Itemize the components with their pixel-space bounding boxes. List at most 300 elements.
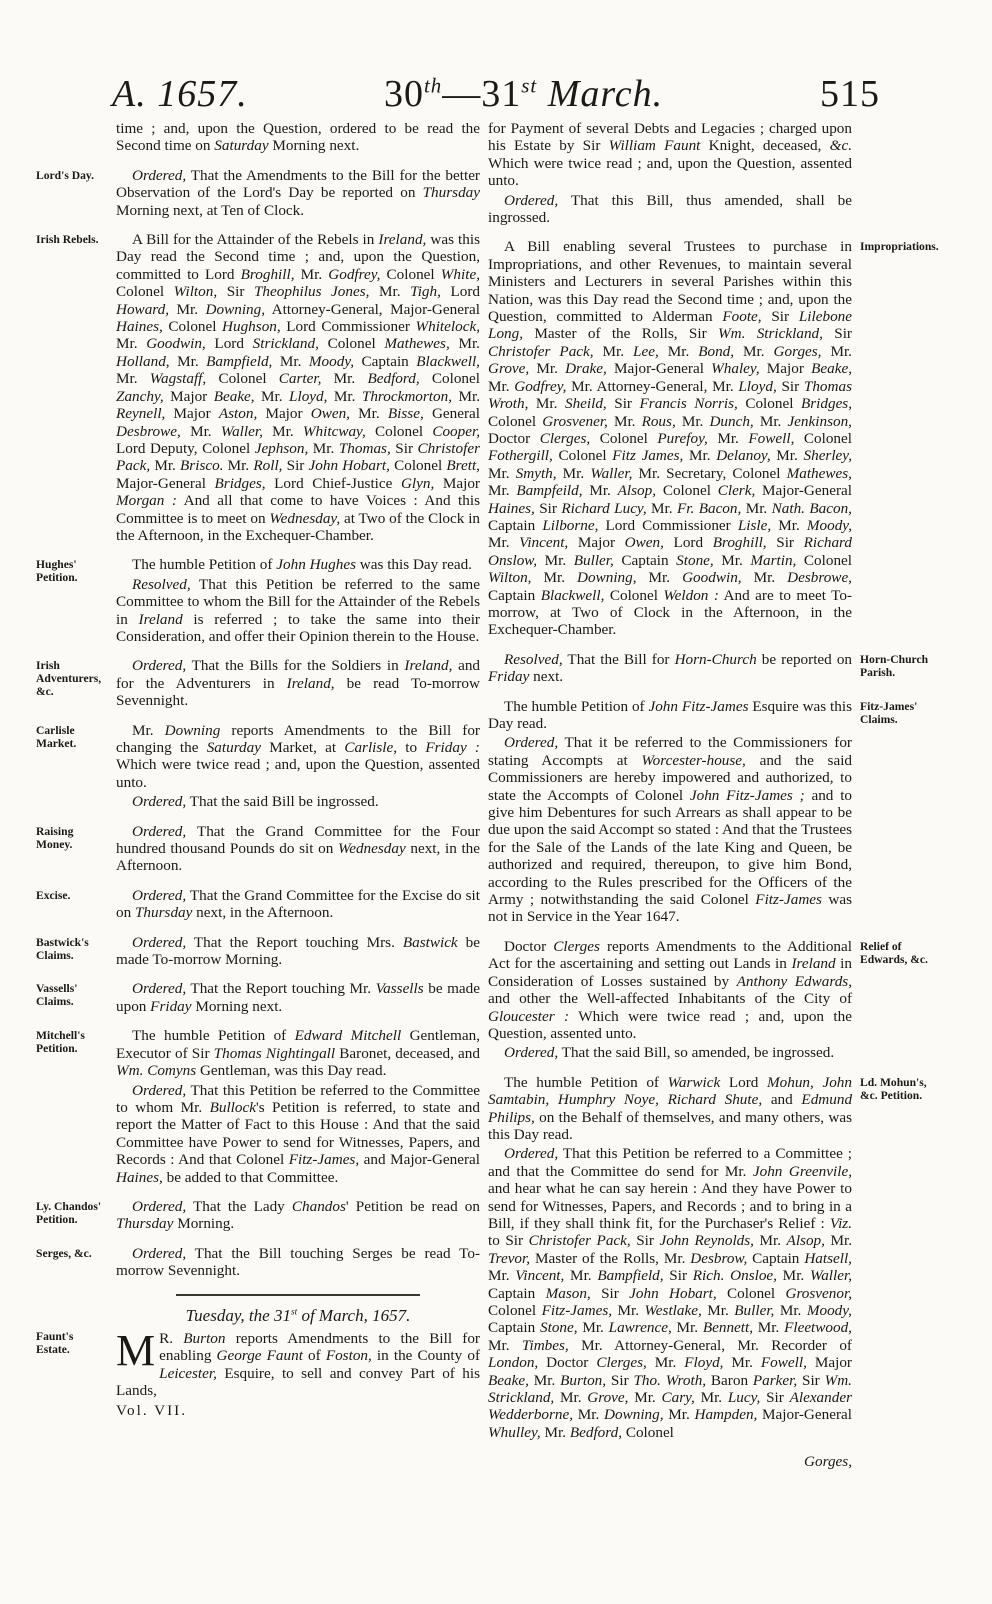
text-run: Colonel xyxy=(796,551,853,569)
text-run: next. xyxy=(529,668,564,686)
italic-run: Leicester, xyxy=(159,1364,217,1382)
text-run: Captain xyxy=(613,551,677,569)
entry-faunt xyxy=(36,1325,481,1419)
italic-run: Whaley, xyxy=(711,360,760,378)
text-run: Mr. xyxy=(169,300,206,318)
entry-paragraph xyxy=(116,1325,481,1400)
catchword: Gorges, xyxy=(804,1453,852,1471)
italic-run: Buller, xyxy=(573,551,614,569)
text-run: be read To-morrow Sevennight. xyxy=(116,674,480,710)
text-run: Lord Commissioner xyxy=(598,516,738,534)
italic-run: Thomas Wroth, xyxy=(488,377,852,413)
italic-run: John Reynolds, xyxy=(659,1232,754,1250)
text-run: Mr. xyxy=(734,342,774,360)
italic-run: Nath. Bacon, xyxy=(771,499,852,517)
text-run: be made upon xyxy=(116,980,480,1015)
italic-run: Goodwin, xyxy=(682,569,742,587)
text-run: Mr. xyxy=(753,1232,787,1250)
text-run: Mr. xyxy=(774,1302,807,1319)
italic-run: Ordered, xyxy=(132,793,187,811)
text-run: Mr. Attorney-General, Mr. Recorder of xyxy=(568,1336,852,1354)
text-run: Captain xyxy=(747,1249,805,1267)
text-run: Mr. xyxy=(528,1371,561,1389)
italic-run: Ordered, xyxy=(504,1044,559,1062)
text-run: Mr. xyxy=(528,395,565,413)
italic-run: Wm. Strickland, xyxy=(488,1371,852,1407)
text-run: A Bill enabling several Trustees to purchase in Impropriations, and other Revenues, to maintain several Ministers and Lecturers in several Parishes within this Nation, was this Day read the Second time ; and, upon the Question, committed to Alderman xyxy=(488,238,852,326)
italic-run: John Hobart, xyxy=(308,457,390,475)
italic-run: John Hughes xyxy=(276,556,356,574)
text-run: Sir xyxy=(760,1389,790,1407)
date-sup-a: th xyxy=(424,73,443,98)
italic-run: Hatsell, xyxy=(804,1249,852,1267)
margin-note: Hughes' Petition. xyxy=(36,558,78,585)
text-run: Captain xyxy=(488,1284,546,1302)
text-run: Mr. xyxy=(254,387,290,405)
text-run: Mr. xyxy=(628,1389,662,1407)
entry-paragraph xyxy=(116,823,480,875)
entry-paragraph xyxy=(116,980,480,1015)
text-run: And all that come to have Voices : And this Committee is to meet on xyxy=(116,492,480,527)
entry-paragraph xyxy=(488,238,852,638)
italic-run: Richard Lucy, xyxy=(561,499,647,517)
italic-run: Bisse, xyxy=(387,405,424,423)
italic-run: Ordered, xyxy=(132,657,187,675)
text-run: and the said Commissioners are hereby impowered and authorized, to state the Accompts of Colonel xyxy=(488,751,853,804)
entry-paragraph xyxy=(488,734,852,925)
page-number: 515 xyxy=(820,73,880,115)
journal-entry xyxy=(488,697,918,926)
text-run: and xyxy=(762,1091,802,1109)
text-run: Mr. xyxy=(540,1423,570,1441)
text-run: Major-General xyxy=(755,482,852,500)
italic-run: Smyth, xyxy=(515,464,557,482)
text-run: Mr. xyxy=(327,387,362,405)
italic-run: Blackwell, xyxy=(416,352,480,370)
text-run: That the Bill touching Serges be read To-morrow Sevennight. xyxy=(116,1244,480,1280)
journal-entry xyxy=(116,120,480,155)
text-run: Mr. xyxy=(369,283,411,301)
italic-run: Ordered, xyxy=(132,980,187,998)
italic-run: Francis Norris, xyxy=(639,395,738,413)
text-run: Esquire, to sell and convey Part of his Lands, xyxy=(116,1364,480,1400)
entry-paragraph xyxy=(116,120,480,155)
text-run: That this Petition be referred to the Committee to whom Mr. xyxy=(116,1081,480,1116)
italic-run: Desbrow, xyxy=(690,1249,748,1267)
italic-run: Thomas Nightingall xyxy=(213,1044,336,1062)
journal-entry xyxy=(488,937,928,1062)
text-run: That the Lady xyxy=(186,1197,292,1215)
italic-run: Clerk, xyxy=(717,482,756,500)
italic-run: Purefoy, xyxy=(657,429,708,447)
italic-run: Bampfeild, xyxy=(516,482,583,500)
text-run: A Bill for the Attainder of the Rebels in xyxy=(132,231,379,249)
text-run: Which were twice read ; and, upon the Question, assented unto. xyxy=(488,154,852,190)
entry-paragraph xyxy=(488,120,852,190)
italic-run: Ordered, xyxy=(132,1081,187,1099)
italic-run: Saturday xyxy=(206,739,261,756)
journal-entry xyxy=(36,721,480,811)
italic-run: Gloucester : xyxy=(488,1007,570,1025)
journal-entry xyxy=(36,886,480,922)
text-run: Mr. xyxy=(658,342,699,360)
text-run: Lord Chief-Justice xyxy=(265,474,401,492)
text-run: R. xyxy=(159,1329,184,1347)
italic-run: Bullock xyxy=(209,1098,256,1116)
italic-run: Buller, xyxy=(734,1302,775,1319)
margin-note: Horn-Church Parish. xyxy=(860,652,929,679)
italic-run: Lilebone Long, xyxy=(488,308,852,343)
margin-note: Serges, &c. xyxy=(36,1246,92,1260)
day-heading-b: of March, 1657. xyxy=(297,1305,411,1325)
italic-run: Ireland xyxy=(791,955,836,973)
italic-run: Wm. Comyns xyxy=(116,1062,197,1080)
italic-run: Vincent, xyxy=(519,534,569,552)
text-run: Mr. xyxy=(770,447,804,465)
italic-run: Ordered, xyxy=(132,822,187,840)
text-run: Sir xyxy=(663,1267,693,1285)
italic-run: Bridges, xyxy=(214,474,266,492)
italic-run: Jephson, xyxy=(254,439,309,457)
text-run: Mr. xyxy=(663,1406,695,1424)
italic-run: Broghill, xyxy=(240,265,295,283)
text-run: ' Petition be read on xyxy=(345,1197,480,1215)
journal-entry xyxy=(36,822,480,875)
text-run: Sir xyxy=(766,534,804,552)
text-run: Mr. xyxy=(488,1267,516,1285)
italic-run: Waller, xyxy=(809,1267,853,1285)
italic-run: Foote, xyxy=(722,308,762,326)
italic-run: &c. xyxy=(829,137,853,155)
italic-run: Cooper, xyxy=(432,422,480,440)
text-run: That this Bill, thus amended, shall be ingrossed. xyxy=(488,191,852,227)
italic-run: Friday xyxy=(488,668,530,686)
date-day-b: —31 xyxy=(442,73,522,115)
text-run: Mr. xyxy=(683,447,717,465)
italic-run: Reynell, xyxy=(116,405,166,423)
text-run: was this Day read. xyxy=(356,556,472,574)
italic-run: Brisco. xyxy=(180,457,224,475)
italic-run: Howard, xyxy=(116,300,170,318)
italic-run: Edmund Philips, xyxy=(488,1091,853,1126)
italic-run: Blackwell, xyxy=(540,586,605,604)
italic-run: Mason, xyxy=(545,1284,591,1302)
italic-run: Hampden, xyxy=(694,1406,758,1424)
text-run: That this Petition be referred to a Committee ; and that the Committee do send for Mr. xyxy=(488,1145,852,1180)
italic-run: Desbrowe, xyxy=(787,569,852,587)
left-column xyxy=(36,120,481,1431)
text-run: Lord xyxy=(663,534,713,552)
text-run: Market, at xyxy=(260,739,345,756)
text-run: Colonel xyxy=(389,457,447,475)
text-run: Mr. xyxy=(452,387,480,405)
text-run: Mr. xyxy=(488,1336,522,1354)
italic-run: Floyd, xyxy=(684,1354,724,1372)
journal-entry xyxy=(488,1073,927,1442)
entry-paragraph xyxy=(116,576,480,646)
text-run: Mr. xyxy=(646,499,677,517)
text-run: Sir xyxy=(761,308,799,326)
text-run: Mr. xyxy=(776,1267,810,1285)
text-run: Sir xyxy=(217,283,254,301)
text-run: Esquire was this Day read. xyxy=(488,697,852,732)
italic-run: John Greenvile, xyxy=(752,1162,852,1180)
text-run: Colonel xyxy=(716,1284,786,1302)
italic-run: Bond, xyxy=(698,342,735,360)
italic-run: Vassells xyxy=(375,980,424,998)
text-run: Mr. xyxy=(529,360,566,378)
text-run: That the Report touching Mrs. xyxy=(186,933,403,951)
day-heading xyxy=(116,1307,480,1324)
journal-entry xyxy=(36,980,480,1015)
italic-run: Moody, xyxy=(308,352,355,370)
text-run: Mr. xyxy=(741,569,788,587)
margin-note: Faunt's Estate. xyxy=(36,1329,74,1356)
journal-entry xyxy=(36,231,481,544)
text-run: Colonel xyxy=(419,370,480,388)
entry-paragraph xyxy=(116,1198,480,1233)
entry-paragraph xyxy=(488,1145,852,1441)
margin-note: Relief of Edwards, &c. xyxy=(860,939,928,966)
italic-run: Humphry Noye, xyxy=(557,1091,659,1109)
italic-run: Fr. Bacon, xyxy=(676,499,742,517)
italic-run: Downing, xyxy=(205,300,266,318)
italic-run: Wm. Strickland, xyxy=(717,325,823,343)
italic-run: Theophilus Jones, xyxy=(253,283,370,301)
text-run: Mr. xyxy=(723,1354,761,1372)
italic-run: Lilborne, xyxy=(542,516,599,534)
italic-run: Dunch, xyxy=(709,412,754,430)
text-run: The humble Petition of xyxy=(132,556,277,574)
italic-run: John Hobart, xyxy=(629,1284,717,1302)
italic-run: Drake, xyxy=(565,360,607,378)
text-run: Mr. xyxy=(449,335,480,353)
italic-run: Desbrowe, xyxy=(116,422,181,440)
italic-run: Mathewes, xyxy=(384,335,450,353)
text-run: Which were twice read ; and, upon the Question, assented unto. xyxy=(116,756,480,791)
italic-run: Ordered, xyxy=(504,191,559,209)
italic-run: John Fitz-James xyxy=(648,697,749,715)
text-run: Mr. xyxy=(488,482,517,500)
italic-run: Christofer Pack, xyxy=(116,439,480,475)
italic-run: Clerges, xyxy=(596,1354,647,1372)
journal-entry xyxy=(36,1027,481,1186)
italic-run: Christofer Pack, xyxy=(488,342,594,360)
italic-run: Thursday xyxy=(116,1215,174,1233)
text-run: That the Report touching Mr. xyxy=(186,980,376,998)
text-run: Mr. xyxy=(169,352,207,370)
text-run: Mr. xyxy=(707,429,749,447)
text-run: That the said Bill be ingrossed. xyxy=(186,793,379,811)
text-run: The humble Petition of xyxy=(504,697,649,715)
text-run: Colonel xyxy=(365,422,433,440)
text-run: be added to that Committee. xyxy=(162,1168,339,1186)
entry-paragraph xyxy=(116,793,480,810)
text-run: Major xyxy=(434,474,480,492)
text-run: Colonel xyxy=(552,447,613,465)
italic-run: John Samtabin, xyxy=(488,1073,852,1109)
italic-run: Whitelock, xyxy=(415,318,480,336)
text-run: That this Petition be referred to the same Committee to whom the Bill for the Attainder of the Rebels in xyxy=(116,575,480,628)
text-run: Colonel xyxy=(488,412,543,430)
text-run: Lord xyxy=(720,1073,767,1091)
margin-note: Impropriations. xyxy=(860,240,939,254)
italic-run: Holland, xyxy=(116,352,170,370)
italic-run: Moody, xyxy=(806,1302,852,1319)
italic-run: Ireland, xyxy=(378,231,427,249)
text-run: Morning next, at Ten of Clock. xyxy=(116,201,305,219)
text-run: Colonel xyxy=(622,1423,674,1441)
entry-paragraph xyxy=(116,556,480,573)
text-run: Captain xyxy=(354,352,417,370)
text-run: That the Bills for the Soldiers in xyxy=(186,657,405,675)
journal-entry xyxy=(36,1244,480,1280)
text-run: Mr. xyxy=(701,1302,735,1319)
text-run: and for the Adventurers in xyxy=(116,657,481,692)
margin-note: Fitz-James' Claims. xyxy=(860,699,918,726)
text-run: be made To-morrow Morning. xyxy=(116,933,480,969)
text-run: Mr. xyxy=(556,464,591,482)
text-run: Colonel xyxy=(318,335,385,353)
italic-run: Bedford, xyxy=(569,1423,623,1441)
italic-run: Rous, xyxy=(641,412,676,430)
italic-run: Resolved, xyxy=(132,575,191,593)
text-run: is referred ; to take the same into their Consideration, and offer their Opinion therein to the House. xyxy=(116,610,480,645)
italic-run: Burton xyxy=(183,1329,226,1347)
italic-run: Thomas, xyxy=(338,439,391,457)
text-run: Mr. xyxy=(824,1232,852,1250)
text-run: Mr. xyxy=(741,499,772,517)
text-run: Master of the Rolls, Sir xyxy=(523,325,718,343)
text-run xyxy=(549,1091,558,1108)
journal-entry xyxy=(36,657,481,710)
text-run: Mr. xyxy=(821,342,852,360)
italic-run: Haines, xyxy=(116,1168,163,1186)
text-run: That the Amendments to the Bill for the better Observation of the Lord's Day be reported on xyxy=(116,166,480,202)
text-run: Colonel xyxy=(794,429,852,447)
italic-run: Ordered, xyxy=(132,886,187,904)
text-run: Mr. xyxy=(646,1354,685,1372)
italic-run: Gorges, xyxy=(773,342,822,360)
text-run: And are to meet To-morrow, at Two of Clock in the Afternoon, in the Exchequer-Chamber. xyxy=(488,586,852,639)
italic-run: Sheild, xyxy=(564,395,607,413)
text-run: Mr. xyxy=(180,422,221,440)
text-run: Mr. xyxy=(488,377,515,395)
italic-run: Strickland, xyxy=(252,335,319,353)
italic-run: Richard Onslow, xyxy=(488,534,852,569)
italic-run: Lawrence, xyxy=(608,1319,672,1337)
italic-run: Wednesday, xyxy=(269,509,341,527)
text-run: That the Bill for xyxy=(562,650,675,668)
text-run: Colonel xyxy=(380,265,441,283)
italic-run: Mathewes, xyxy=(786,464,852,482)
italic-run: Friday : xyxy=(425,739,480,756)
italic-run: Mohun, xyxy=(767,1073,814,1091)
text-run: and Major-General xyxy=(359,1151,481,1169)
text-run: Colonel xyxy=(162,318,223,336)
italic-run: Goodwin, xyxy=(146,335,206,353)
italic-run: Bampfield, xyxy=(597,1267,664,1285)
journal-entry xyxy=(488,650,929,686)
text-run: Baronet, deceased, and xyxy=(335,1044,480,1062)
text-run: Mr. xyxy=(573,1406,605,1424)
italic-run: Martin, xyxy=(750,551,797,569)
italic-run: Timbes, xyxy=(521,1336,569,1354)
text-run: time ; and, upon the Question, ordered to be read the Second time on xyxy=(116,120,480,155)
text-run: Lord Commissioner xyxy=(280,318,416,336)
text-run: Major xyxy=(759,360,812,378)
italic-run: Ordered, xyxy=(132,1244,187,1262)
italic-run: Clerges xyxy=(553,937,600,955)
text-run: That the Grand Committee for the Excise do sit on xyxy=(116,886,480,922)
italic-run: Weldon : xyxy=(663,586,719,604)
text-run: Mr. xyxy=(349,405,388,423)
text-run: Mr. xyxy=(537,551,574,569)
italic-run: John Fitz-James ; xyxy=(689,786,805,804)
italic-run: Fitz-James, xyxy=(541,1302,613,1319)
text-run xyxy=(659,1091,668,1108)
italic-run: Fitz James, xyxy=(612,447,684,465)
text-run: Major xyxy=(806,1354,852,1372)
margin-note: Mitchell's Petition. xyxy=(36,1029,85,1056)
italic-run: Christofer Pack, xyxy=(528,1232,631,1250)
text-run: Mr. Secretary, Colonel xyxy=(632,464,787,482)
italic-run: Alsop, xyxy=(617,482,657,500)
text-run: Mr. xyxy=(554,1389,588,1407)
date-sup-b: st xyxy=(521,73,538,98)
italic-run: Bennett, xyxy=(702,1319,754,1337)
entry-paragraph xyxy=(488,1044,852,1061)
italic-run: Lloyd, xyxy=(289,387,328,405)
italic-run: Godfrey, xyxy=(514,377,567,395)
italic-run: Godfrey, xyxy=(328,265,381,283)
text-run: Lord xyxy=(440,283,480,301)
text-run: Mr. xyxy=(531,569,578,587)
italic-run: Whitcway, xyxy=(302,422,366,440)
running-head xyxy=(112,72,880,118)
section-rule xyxy=(176,1294,420,1297)
entry-paragraph xyxy=(488,938,852,1042)
text-run: That the Grand Committee for the Four hundred thousand Pounds do sit on xyxy=(116,822,480,858)
italic-run: Cary, xyxy=(661,1389,695,1407)
text-run: Which were twice read ; and, upon the Question, assented unto. xyxy=(488,1007,852,1042)
italic-run: Fothergill, xyxy=(488,447,553,465)
text-run: General xyxy=(423,405,480,423)
text-run: Mr. xyxy=(262,422,303,440)
italic-run: Downing xyxy=(164,721,221,739)
text-run: Doctor xyxy=(538,1354,597,1372)
text-run: Major-General xyxy=(606,360,712,378)
date-day-a: 30 xyxy=(384,73,424,115)
italic-run: Saturday xyxy=(214,137,269,155)
text-run: Sir xyxy=(630,1232,660,1250)
italic-run: Trevor, xyxy=(488,1249,531,1267)
text-run: next, in the Afternoon. xyxy=(116,840,480,875)
margin-note: Lord's Day. xyxy=(36,168,94,182)
italic-run: Anthony Edwards, xyxy=(736,972,853,990)
drop-capital: M xyxy=(116,1325,156,1375)
italic-run: Warwick xyxy=(667,1073,721,1091)
italic-run: Broghill, xyxy=(712,534,767,552)
journal-entry xyxy=(36,556,480,645)
entry-paragraph xyxy=(488,192,852,227)
italic-run: Friday xyxy=(150,997,192,1015)
margin-note: Carlisle Market. xyxy=(36,723,77,750)
text-run: Mr. xyxy=(308,439,339,457)
italic-run: White, xyxy=(440,265,480,283)
italic-run: Fowell, xyxy=(760,1354,807,1372)
text-run: Knight, deceased, xyxy=(700,137,830,155)
